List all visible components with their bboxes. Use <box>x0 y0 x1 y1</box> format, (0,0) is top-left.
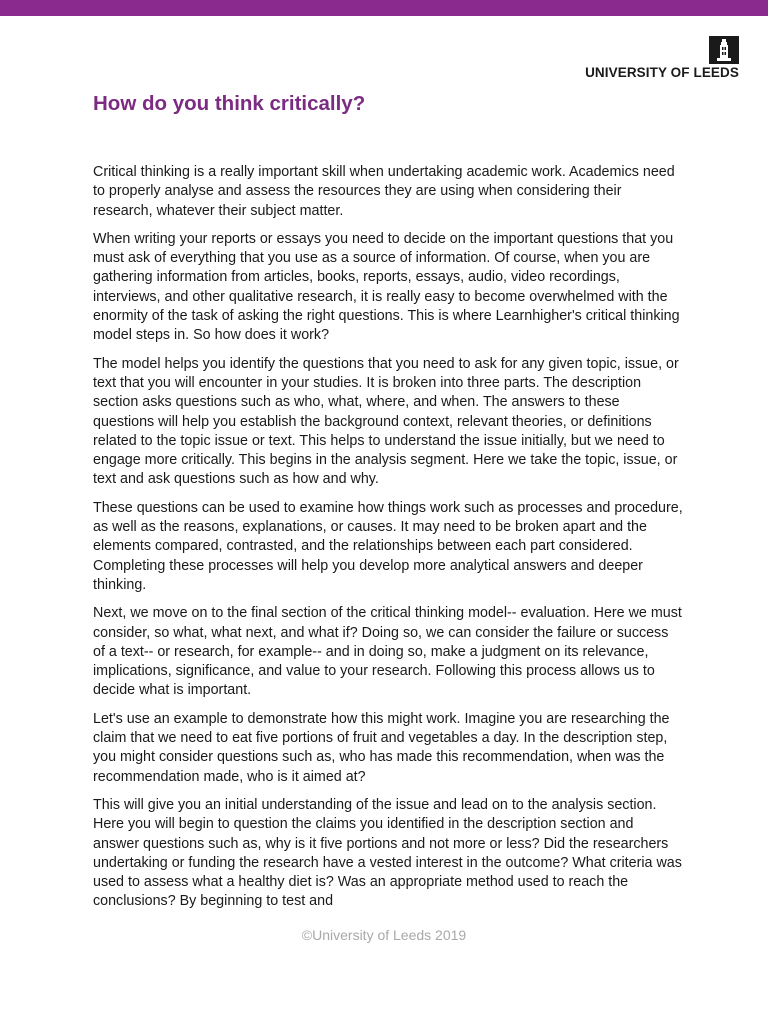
top-accent-bar <box>0 0 768 16</box>
paragraph: Next, we move on to the final section of the critical thinking model-- evaluation. Here we must consider, so what, what next, and what if? Doing so, we can consider the failure or success of a text-- or research, for example-- and in doing so, make a judgment on its relevance, implications, significance, and value to your research. Following this process allows us to decide what is important. <box>93 605 682 699</box>
tower-icon <box>709 36 739 64</box>
university-logo <box>583 36 739 80</box>
paragraph: Critical thinking is a really important skill when undertaking academic work. Academics need to properly analyse and assess the resources they are using when considering their research, whatever their subject matter. <box>93 164 675 219</box>
paragraph: This will give you an initial understanding of the issue and lead on to the analysis section. Here you will begin to question the claims you identified in the description section and answer questions such as, why is it five portions and not more or less? Did the researchers undertaking or funding the research have a vested interest in the outcome? What criteria was used to assess what a healthy diet is? Was an appropriate method used to reach the conclusions? By beginning to test and <box>93 796 682 910</box>
paragraph: The model helps you identify the questions that you need to ask for any given topic, issue, or text that you will encounter in your studies. It is broken into three parts. The description section asks questions such as who, what, where, and when. The answers to these questions will help you establish the background context, relevant theories, or definitions related to the topic issue or text. This helps to understand the issue initially, but we need to engage more critically. This begins in the analysis segment. Here we take the topic, issue, or text and ask questions such as how and why. <box>93 355 679 488</box>
page-title: How do you think critically? <box>93 92 366 115</box>
paragraph: When writing your reports or essays you need to decide on the important questions that you must ask of everything that you use as a source of information. Of course, when you are gathering information from articles, books, reports, essays, audio, video recordings, interviews, and other qualitative research, it is really easy to become overwhelmed with the enormity of the task of asking the right questions. This is where Learnhigher's critical thinking model steps in. So how does it work? <box>93 230 680 344</box>
logo-text: UNIVERSITY OF LEEDS <box>585 65 739 80</box>
paragraph: Let's use an example to demonstrate how this might work. Imagine you are researching the claim that we need to eat five portions of fruit and vegetables a day. In the description step, you might consider questions such as, who has made this recommendation, when was the recommendation made, who is it aimed at? <box>93 710 670 785</box>
article-body <box>93 163 683 921</box>
copyright-footer: ©University of Leeds 2019 <box>301 927 467 943</box>
paragraph: These questions can be used to examine how things work such as processes and procedure, as well as the reasons, explanations, or causes. It may need to be broken apart and the elements compared, contrasted, and the relationships between each part considered. Completing these processes will help you develop more analytical answers and deeper thinking. <box>93 499 683 593</box>
